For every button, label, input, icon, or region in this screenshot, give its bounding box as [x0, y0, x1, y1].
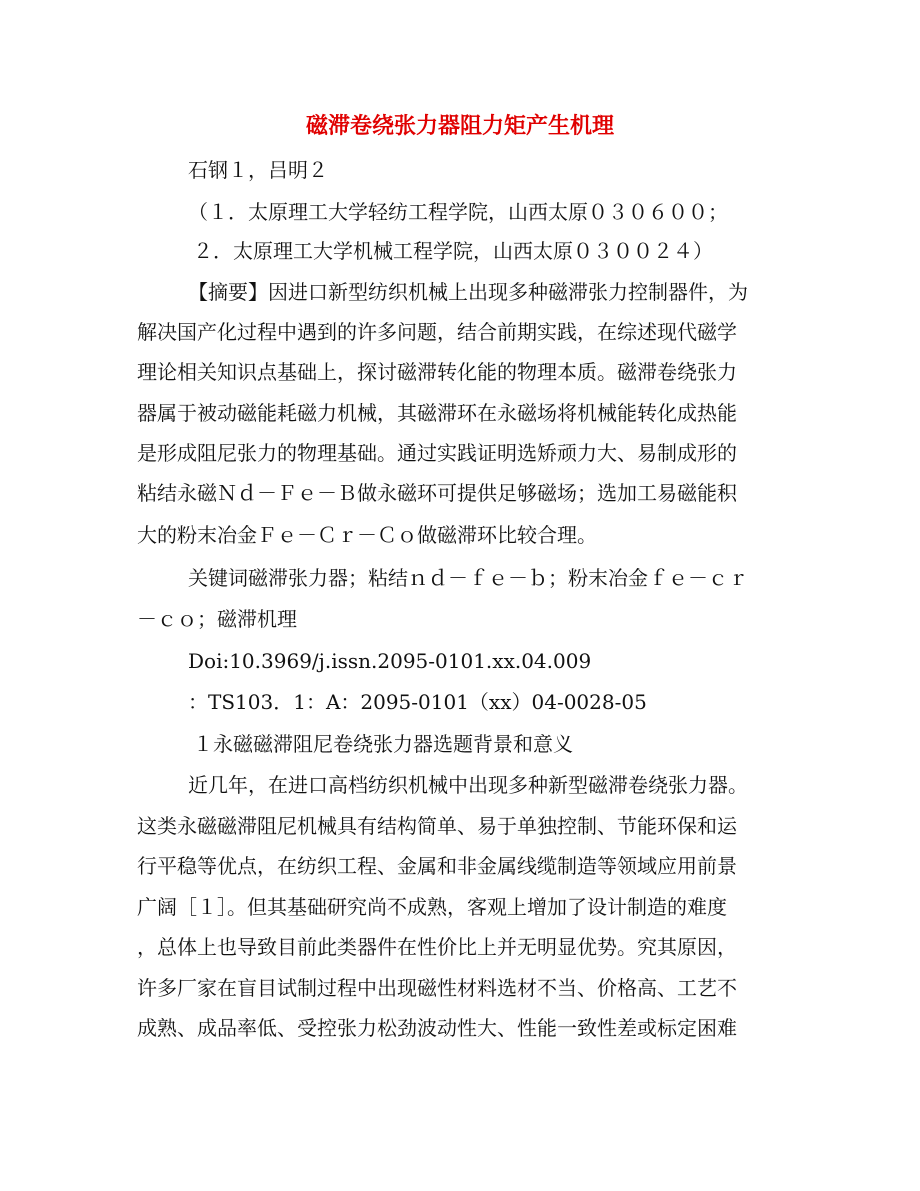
body-line: 行平稳等优点，在纺织工程、金属和非金属线缆制造等领域应用前景 — [137, 854, 737, 878]
body-line: 成熟、成品率低、受控张力松劲波动性大、性能一致性差或标定困难 — [137, 1016, 737, 1040]
keywords-line: 关键词磁滞张力器；粘结ｎｄ－ｆｅ－ｂ；粉末冶金ｆｅ－ｃｒ — [188, 566, 748, 590]
body-line: 近几年，在进口高档纺织机械中出现多种新型磁滞卷绕张力器。 — [188, 773, 748, 797]
abstract-line: 大的粉末冶金Ｆｅ－Ｃｒ－Ｃｏ做磁滞环比较合理。 — [137, 523, 597, 547]
abstract-line: 解决国产化过程中遇到的许多问题，结合前期实践，在综述现代磁学 — [137, 320, 737, 344]
abstract-line: 理论相关知识点基础上，探讨磁滞转化能的物理本质。磁滞卷绕张力 — [137, 360, 737, 384]
abstract-line: 【摘要】因进口新型纺织机械上出现多种磁滞张力控制器件，为 — [188, 280, 748, 304]
body-line: 许多厂家在盲目试制过程中出现磁性材料选材不当、价格高、工艺不 — [137, 976, 737, 1000]
keywords-line: －ｃｏ；磁滞机理 — [137, 607, 297, 631]
body-line: 广阔［１］。但其基础研究尚不成熟，客观上增加了设计制造的难度 — [137, 895, 727, 919]
body-line: ，总体上也导致目前此类器件在性价比上并无明显优势。究其原因， — [137, 935, 737, 959]
authors-line: 石钢１，吕明２ — [188, 158, 328, 182]
doi-line: Doi:10.3969/j.issn.2095-0101.xx.04.009 — [188, 649, 592, 673]
abstract-line: 是形成阻尼张力的物理基础。通过实践证明选矫顽力大、易制成形的 — [137, 441, 737, 465]
classification-line: ：TS103．1：A：2095-0101（xx）04-0028-05 — [188, 690, 647, 714]
document-title: 磁滞卷绕张力器阻力矩产生机理 — [305, 113, 614, 139]
section-heading: １永磁磁滞阻尼卷绕张力器选题背景和意义 — [193, 732, 573, 756]
body-line: 这类永磁磁滞阻尼机械具有结构简单、易于单独控制、节能环保和运 — [137, 814, 737, 838]
abstract-line: 粘结永磁Ｎｄ－Ｆｅ－Ｂ做永磁环可提供足够磁场；选加工易磁能积 — [137, 481, 737, 505]
abstract-line: 器属于被动磁能耗磁力机械，其磁滞环在永磁场将机械能转化成热能 — [137, 401, 737, 425]
affiliation-line-2: ２．太原理工大学机械工程学院，山西太原０３００２４） — [193, 239, 713, 263]
affiliation-line-1: （１．太原理工大学轻纺工程学院，山西太原０３０６００； — [188, 200, 728, 224]
